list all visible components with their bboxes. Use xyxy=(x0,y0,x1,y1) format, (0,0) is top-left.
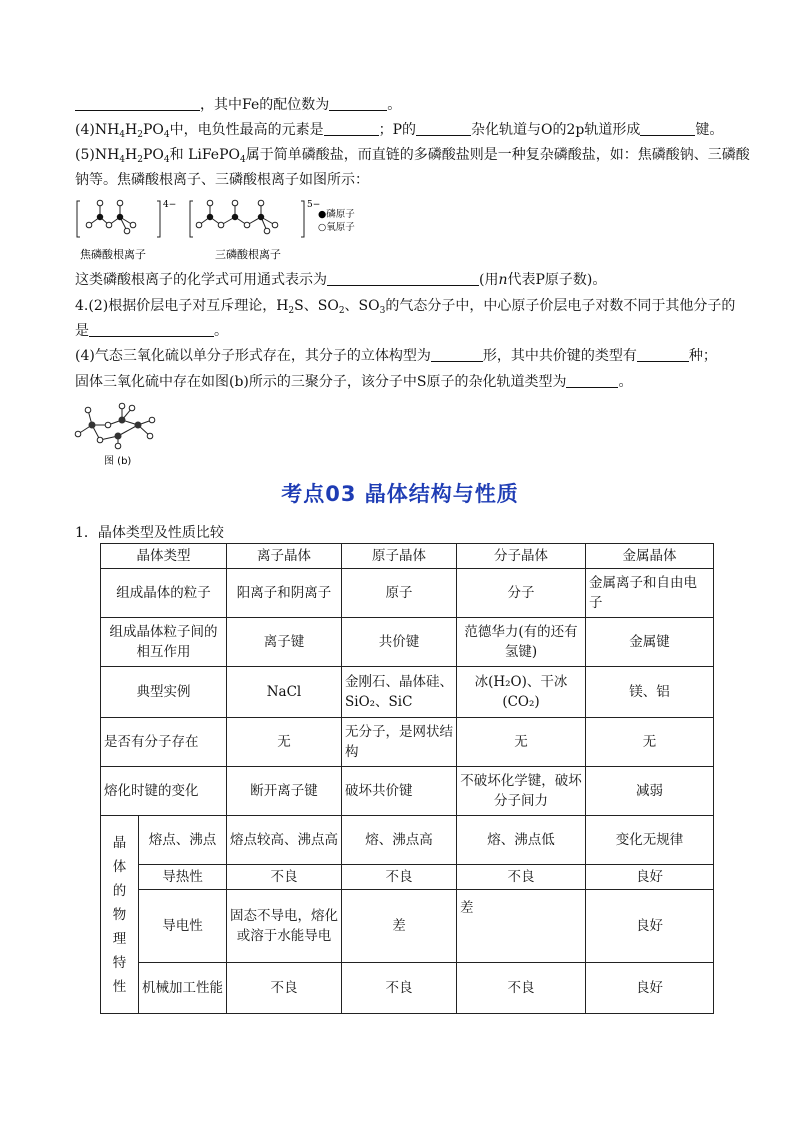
list-title: 1．晶体类型及性质比较 xyxy=(75,525,224,541)
sulfur-atom xyxy=(115,433,122,440)
oxygen-atom xyxy=(129,405,135,411)
phosphorus-atom xyxy=(97,214,103,220)
table-cell: 无分子，是网状结构 xyxy=(342,718,457,767)
subscript: 4 xyxy=(119,130,126,140)
table-cell: 熔、沸点高 xyxy=(342,816,457,865)
table-cell: 无 xyxy=(227,718,342,767)
table-header: 原子晶体 xyxy=(342,544,457,569)
table-row xyxy=(101,865,714,890)
group-label xyxy=(101,816,139,1014)
table-row xyxy=(101,718,714,767)
table-cell: 良好 xyxy=(586,963,714,1014)
so3-trimer-figure xyxy=(70,398,170,470)
answer-blank xyxy=(89,322,214,337)
question-text: 杂化轨道与O的2p轨道形成 xyxy=(471,122,641,138)
table-cell: 无 xyxy=(586,718,714,767)
question-5-line2 xyxy=(75,170,369,190)
figure-b-caption: 图 (b) xyxy=(104,456,132,467)
row-label: 导电性 xyxy=(139,890,227,963)
subscript: 4 xyxy=(239,155,246,165)
phosphorus-atom xyxy=(117,214,123,220)
bracket-left-pyro xyxy=(77,201,80,237)
oxygen-atom xyxy=(272,222,278,228)
table-cell: 差 xyxy=(342,890,457,963)
group-label-char: 物 xyxy=(112,906,127,923)
question-text: (4)气态三氧化硫以单分子形式存在，其分子的立体构型为 xyxy=(75,348,431,364)
question-text: 的气态分子中，中心原子价层电子对数不同于其他分子的 xyxy=(385,298,736,314)
table-cell: 金属键 xyxy=(586,618,714,667)
table-cell: NaCl xyxy=(227,667,342,718)
table-cell: 固态不导电，熔化或溶于水能导电 xyxy=(227,890,342,963)
table-row xyxy=(101,767,714,816)
row-label: 熔点、沸点 xyxy=(139,816,227,865)
question-5-formula xyxy=(75,270,606,290)
question-text: 。 xyxy=(387,97,402,113)
table-header: 金属晶体 xyxy=(586,544,714,569)
question-text: S、SO xyxy=(294,298,339,314)
oxygen-atom xyxy=(196,222,202,228)
group-label-char: 特 xyxy=(112,954,127,971)
table-header: 离子晶体 xyxy=(227,544,342,569)
table-cell: 变化无规律 xyxy=(586,816,714,865)
question-text: 键。 xyxy=(695,122,724,138)
table-cell: 阳离子和阴离子 xyxy=(227,569,342,618)
oxygen-atom xyxy=(105,422,111,428)
group-label-char: 晶 xyxy=(112,834,127,851)
question-text: 固体三氧化硫中存在如图(b)所示的三聚分子，该分子中S原子的杂化轨道类型为 xyxy=(75,374,567,390)
oxygen-atom xyxy=(149,417,155,423)
subscript: 3 xyxy=(379,306,386,316)
table-row xyxy=(101,667,714,718)
question-text: 。 xyxy=(618,374,633,390)
sulfur-atom xyxy=(119,417,126,424)
question-text: 形，其中共价键的类型有 xyxy=(482,348,637,364)
oxygen-atom xyxy=(85,407,91,413)
question-text: H xyxy=(125,122,138,138)
variable-n: n xyxy=(498,272,508,288)
oxygen-atom xyxy=(218,222,224,228)
answer-blank xyxy=(566,373,618,388)
row-label: 组成晶体的粒子 xyxy=(101,569,227,618)
bracket-right-pyro xyxy=(157,201,160,237)
table-cell: 冰(H₂O)、干冰(CO₂) xyxy=(457,667,586,718)
row-label: 是否有分子存在 xyxy=(101,718,227,767)
subscript: 2 xyxy=(338,306,345,316)
table-header-row xyxy=(101,544,714,569)
question-text: 、SO xyxy=(344,298,380,314)
table-cell: 金属离子和自由电子 xyxy=(586,569,714,618)
answer-blank xyxy=(416,121,471,136)
oxygen-atom xyxy=(207,200,213,206)
table-cell: 不良 xyxy=(227,963,342,1014)
question-text: (5)NH xyxy=(75,147,120,163)
group-label-char: 性 xyxy=(112,978,127,995)
question-text: 这类磷酸根离子的化学式可用通式表示为 xyxy=(75,272,327,288)
oxygen-atom xyxy=(244,222,250,228)
question-4-electronegativity xyxy=(75,120,723,145)
caption-pyrophosphate: 焦磷酸根离子 xyxy=(80,248,146,261)
answer-blank xyxy=(324,121,379,136)
phosphate-ions-figure xyxy=(75,195,375,265)
row-label: 组成晶体粒子间的相互作用 xyxy=(101,618,227,667)
table-cell: 不良 xyxy=(457,865,586,890)
oxygen-atom xyxy=(124,228,130,234)
question-4-2-line1 xyxy=(75,296,735,321)
question-text: H xyxy=(125,147,138,163)
subscript: 2 xyxy=(137,130,143,140)
table-row xyxy=(101,963,714,1014)
question-fe-line xyxy=(75,95,401,115)
question-text: 4.(2)根据价层电子对互斥理论，H xyxy=(75,298,289,314)
row-label: 熔化时键的变化 xyxy=(101,767,227,816)
oxygen-atom xyxy=(117,200,123,206)
table-cell: 减弱 xyxy=(586,767,714,816)
oxygen-atom xyxy=(86,222,92,228)
subscript: 2 xyxy=(137,155,143,165)
oxygen-atom xyxy=(106,222,112,228)
answer-blank xyxy=(327,271,479,286)
table-cell: 镁、铝 xyxy=(586,667,714,718)
oxygen-atom xyxy=(119,403,125,409)
table-cell: 熔、沸点低 xyxy=(457,816,586,865)
table-cell: 良好 xyxy=(586,890,714,963)
row-label: 典型实例 xyxy=(101,667,227,718)
subscript: 4 xyxy=(163,155,170,165)
oxygen-atom xyxy=(130,222,136,228)
subscript: 2 xyxy=(288,306,295,316)
table-cell: 破坏共价键 xyxy=(342,767,457,816)
table-cell: 良好 xyxy=(586,865,714,890)
table-cell: 离子键 xyxy=(227,618,342,667)
crystal-comparison-table xyxy=(100,543,714,1014)
question-text: (4)NH xyxy=(75,122,120,138)
caption-triphosphate: 三磷酸根离子 xyxy=(215,248,281,261)
table-row xyxy=(101,618,714,667)
table-cell: 共价键 xyxy=(342,618,457,667)
question-text: 。 xyxy=(214,323,228,339)
answer-blank xyxy=(637,347,689,362)
table-cell: 熔点较高、沸点高 xyxy=(227,816,342,865)
table-cell: 金刚石、晶体硅、SiO₂、SiC xyxy=(342,667,457,718)
question-text: 代表P原子数)。 xyxy=(507,272,607,288)
table-cell: 范德华力(有的还有氢键) xyxy=(457,618,586,667)
answer-blank xyxy=(75,96,200,111)
table-cell: 分子 xyxy=(457,569,586,618)
phosphorus-atom xyxy=(207,214,213,220)
question-text: ；P的 xyxy=(378,122,417,138)
table-cell: 无 xyxy=(457,718,586,767)
answer-blank xyxy=(431,347,483,362)
oxygen-atom xyxy=(115,443,121,449)
phosphorus-atom xyxy=(258,214,264,220)
question-text: 属于简单磷酸盐，而直链的多磷酸盐则是一种复杂磷酸盐，如：焦磷酸钠、三磷酸 xyxy=(245,147,750,163)
table-header: 晶体类型 xyxy=(101,544,227,569)
question-5-line1 xyxy=(75,145,750,170)
legend-oxygen: ○氧原子 xyxy=(318,222,355,233)
charge-tri: 5− xyxy=(307,200,321,210)
phosphorus-atom xyxy=(232,214,238,220)
answer-blank xyxy=(329,96,387,111)
section-title: 考点03 晶体结构与性质 xyxy=(281,482,519,506)
question-text: (用 xyxy=(479,272,499,288)
table-row xyxy=(101,816,714,865)
table-cell: 不破坏化学键，破坏分子间力 xyxy=(457,767,586,816)
question-text: 种； xyxy=(688,348,717,364)
group-label-char: 体 xyxy=(112,858,127,875)
question-text: PO xyxy=(142,122,164,138)
oxygen-atom xyxy=(258,200,264,206)
answer-blank xyxy=(640,121,695,136)
row-label: 导热性 xyxy=(139,865,227,890)
question-text: ，其中Fe的配位数为 xyxy=(200,97,330,113)
sulfur-atom xyxy=(89,422,96,429)
question-text: 和 LiFePO xyxy=(169,147,240,163)
table-cell: 差 xyxy=(457,890,586,963)
question-text: 钠等。焦磷酸根离子、三磷酸根离子如图所示： xyxy=(75,172,369,188)
row-label: 机械加工性能 xyxy=(139,963,227,1014)
subscript: 4 xyxy=(163,130,170,140)
table-cell: 断开离子键 xyxy=(227,767,342,816)
oxygen-atom xyxy=(232,200,238,206)
subscript: 4 xyxy=(119,155,126,165)
question-text: 中，电负性最高的元素是 xyxy=(169,122,324,138)
question-text: 是 xyxy=(75,323,89,339)
question-4-2-line2 xyxy=(75,321,228,341)
charge-pyro: 4− xyxy=(163,200,177,210)
table-cell: 不良 xyxy=(457,963,586,1014)
question-4-4-line2 xyxy=(75,372,632,392)
table-row xyxy=(101,569,714,618)
table-cell: 不良 xyxy=(342,865,457,890)
table-cell: 不良 xyxy=(342,963,457,1014)
oxygen-atom xyxy=(97,437,103,443)
sulfur-atom xyxy=(135,422,142,429)
group-label-char: 的 xyxy=(112,882,127,899)
table-cell: 不良 xyxy=(227,865,342,890)
oxygen-atom xyxy=(147,433,153,439)
table-cell: 原子 xyxy=(342,569,457,618)
question-text: PO xyxy=(142,147,164,163)
legend-phosphorus: ●磷原子 xyxy=(318,209,355,220)
table-header: 分子晶体 xyxy=(457,544,586,569)
oxygen-atom xyxy=(75,431,81,437)
oxygen-atom xyxy=(264,228,270,234)
oxygen-atom xyxy=(97,200,103,206)
question-4-4-line1 xyxy=(75,346,717,366)
table-row xyxy=(101,890,714,963)
group-label-char: 理 xyxy=(112,930,127,947)
